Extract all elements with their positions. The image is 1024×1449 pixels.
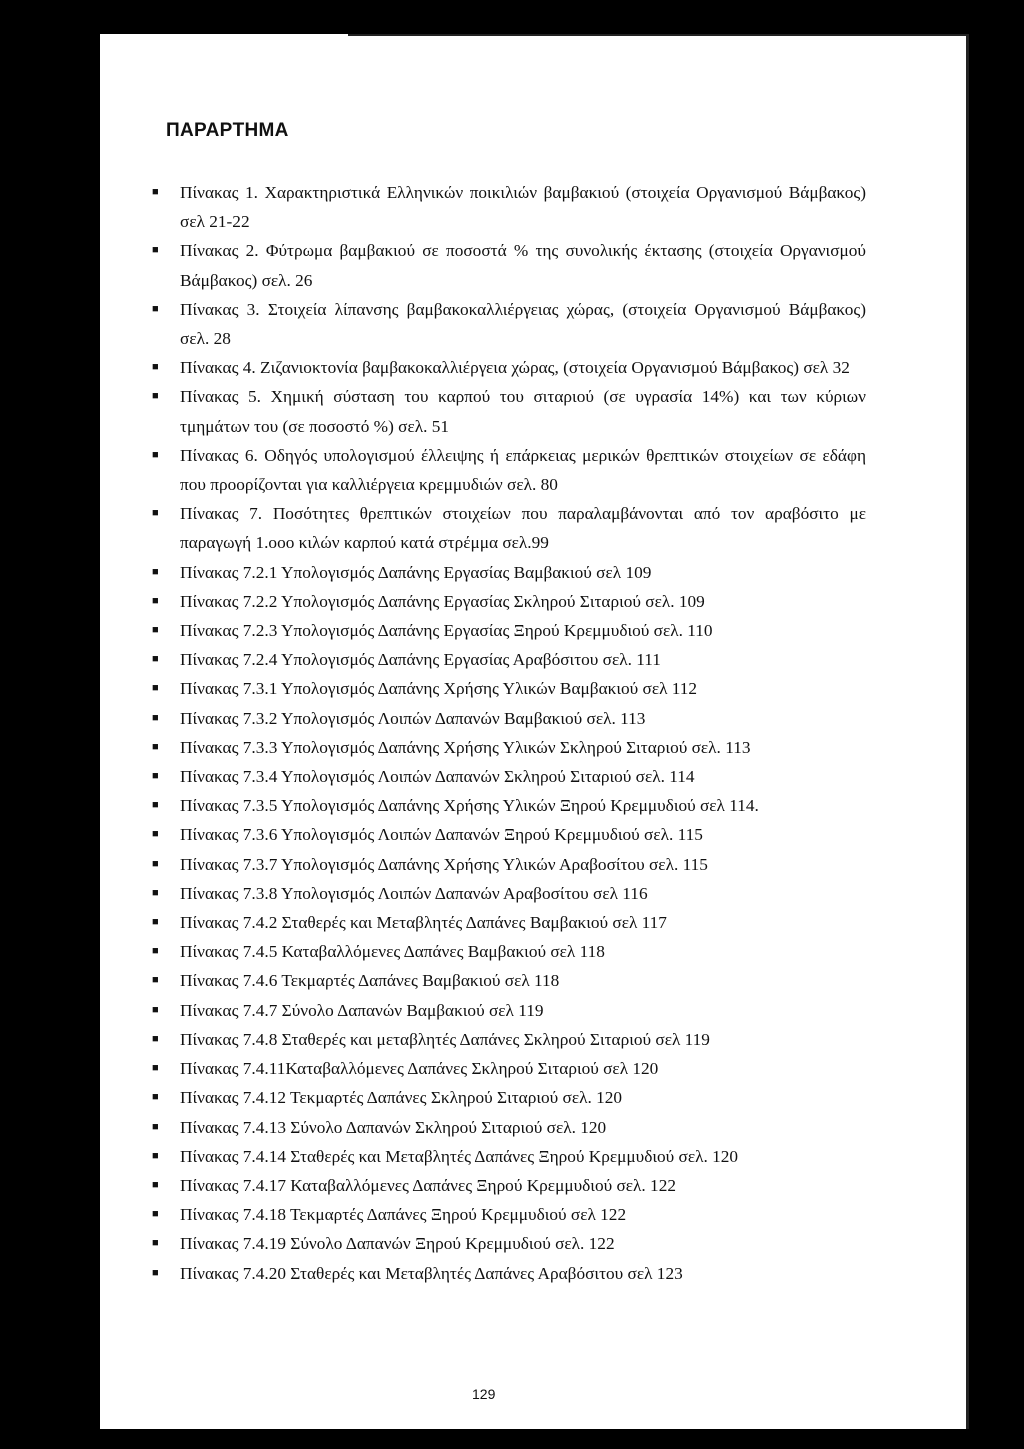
table-list-item	[152, 937, 866, 966]
table-list-item	[152, 295, 866, 353]
bullet-icon: ■	[152, 945, 159, 958]
table-list-item-text: Πίνακας 7.3.5 Υπολογισμός Δαπάνης Χρήσης Υλικών Ξηρού Κρεμμυδιού σελ 114.	[180, 796, 759, 816]
bullet-icon: ■	[152, 886, 159, 899]
bullet-icon: ■	[152, 1062, 159, 1075]
bullet-icon: ■	[152, 624, 159, 637]
bullet-icon: ■	[152, 711, 159, 724]
bullet-icon: ■	[152, 916, 159, 929]
table-list-item-text: Πίνακας 7.4.11Καταβαλλόμενες Δαπάνες Σκληρού Σιταριού σελ 120	[180, 1059, 659, 1079]
table-list-item-text: Πίνακας 7.4.6 Τεκμαρτές Δαπάνες Βαμβακιού σελ 118	[180, 971, 560, 991]
table-list-item-text: Πίνακας 7.2.3 Υπολογισμός Δαπάνης Εργασίας Ξηρού Κρεμμυδιού σελ. 110	[180, 621, 713, 641]
table-list-item-text: Πίνακας 7.4.20 Σταθερές και Μεταβλητές Δαπάνες Αραβόσιτου σελ 123	[180, 1263, 683, 1283]
table-list-item-text: Πίνακας 7.3.6 Υπολογισμός Λοιπών Δαπανών Ξηρού Κρεμμυδιού σελ. 115	[180, 825, 703, 845]
table-list-item	[152, 879, 866, 908]
table-list-item-text: Πίνακας 7.4.18 Τεκμαρτές Δαπάνες Ξηρού Κρεμμυδιού σελ 122	[180, 1205, 627, 1225]
table-list-item	[152, 382, 866, 440]
table-list-item	[152, 1200, 866, 1229]
bullet-icon: ■	[152, 448, 159, 461]
table-list-item	[152, 674, 866, 703]
bullet-icon: ■	[152, 1120, 159, 1133]
table-list-item	[152, 441, 866, 499]
table-list-item	[152, 1229, 866, 1258]
table-list-item-text: Πίνακας 7.4.13 Σύνολο Δαπανών Σκληρού Σιταριού σελ. 120	[180, 1117, 607, 1137]
table-list-item	[152, 236, 866, 294]
table-list-item	[152, 850, 866, 879]
table-list-item-text: Πίνακας 7.4.12 Τεκμαρτές Δαπάνες Σκληρού Σιταριού σελ. 120	[180, 1088, 623, 1108]
table-list	[152, 178, 866, 1288]
table-list-item-text: Πίνακας 7.2.4 Υπολογισμός Δαπάνης Εργασίας Αραβόσιτου σελ. 111	[180, 650, 661, 670]
table-list-item	[152, 645, 866, 674]
bullet-icon: ■	[152, 186, 159, 198]
table-list-item	[152, 499, 866, 557]
table-list-item	[152, 587, 866, 616]
bullet-icon: ■	[152, 302, 159, 315]
table-list-item-text: Πίνακας 4. Ζιζανιοκτονία βαμβακοκαλλιέργεια χώρας, (στοιχεία Οργανισμού Βάμβακος) σελ 32	[180, 358, 850, 378]
page-heading: ΠΑΡΑΡΤΗΜΑ	[166, 120, 289, 141]
table-list-item-text: Πίνακας 5. Χημική σύσταση του καρπού του σιταριού (σε υγρασία 14%) και των κύριων τμημάτων του (σε ποσοστό %) σελ. 51	[180, 387, 866, 436]
bullet-icon: ■	[152, 857, 159, 870]
table-list-item	[152, 1025, 866, 1054]
table-list-item-text: Πίνακας 7.2.1 Υπολογισμός Δαπάνης Εργασίας Βαμβακιού σελ 109	[180, 562, 652, 582]
table-list-item	[152, 1083, 866, 1112]
bullet-icon: ■	[152, 1208, 159, 1221]
table-list-item-text: Πίνακας 7.3.7 Υπολογισμός Δαπάνης Χρήσης Υλικών Αραβοσίτου σελ. 115	[180, 854, 708, 874]
table-list-item-text: Πίνακας 7.3.4 Υπολογισμός Λοιπών Δαπανών Σκληρού Σιταριού σελ. 114	[180, 767, 695, 787]
table-list-item-text: Πίνακας 7.3.3 Υπολογισμός Δαπάνης Χρήσης Υλικών Σκληρού Σιταριού σελ. 113	[180, 737, 751, 757]
table-list-item-text: Πίνακας 3. Στοιχεία λίπανσης βαμβακοκαλλιέργειας χώρας, (στοιχεία Οργανισμού Βάμβακος) σελ. 28	[180, 299, 866, 349]
table-list-item	[152, 966, 866, 995]
bullet-icon: ■	[152, 244, 159, 257]
table-list-item	[152, 1142, 866, 1171]
bullet-icon: ■	[152, 565, 159, 578]
table-list-item-text: Πίνακας 7.3.8 Υπολογισμός Λοιπών Δαπανών Αραβοσίτου σελ 116	[180, 883, 648, 903]
bullet-icon: ■	[152, 507, 159, 520]
bullet-icon: ■	[152, 361, 159, 374]
bullet-icon: ■	[152, 974, 159, 987]
document-page	[100, 34, 966, 1429]
table-list-item-text: Πίνακας 7.3.1 Υπολογισμός Δαπάνης Χρήσης Υλικών Βαμβακιού σελ 112	[180, 679, 698, 699]
table-list-item	[152, 908, 866, 937]
table-list-item-text: Πίνακας 7.4.2 Σταθερές και Μεταβλητές Δαπάνες Βαμβακιού σελ 117	[180, 913, 667, 933]
table-list-item-text: Πίνακας 6. Οδηγός υπολογισμού έλλειψης ή επάρκειας μερικών θρεπτικών στοιχείων σε εδάφη που προορίζονται για καλλιέργεια κρεμμυδιών σελ. 80	[180, 445, 866, 495]
bullet-icon: ■	[152, 653, 159, 666]
table-list-item	[152, 820, 866, 849]
table-list-item	[152, 353, 866, 382]
table-list-item-text: Πίνακας 1. Χαρακτηριστικά Ελληνικών ποικιλιών βαμβακιού (στοιχεία Οργανισμού Βάμβακος) σελ 21-22	[180, 183, 866, 232]
bullet-icon: ■	[152, 740, 159, 753]
table-list-item-text: Πίνακας 7.2.2 Υπολογισμός Δαπάνης Εργασίας Σκληρού Σιταριού σελ. 109	[180, 591, 705, 611]
table-list-item	[152, 996, 866, 1025]
table-list-item-text: Πίνακας 7.4.5 Καταβαλλόμενες Δαπάνες Βαμβακιού σελ 118	[180, 942, 605, 962]
table-list-item-text: Πίνακας 7.4.8 Σταθερές και μεταβλητές Δαπάνες Σκληρού Σιταριού σελ 119	[180, 1029, 710, 1049]
table-list-item	[152, 1259, 866, 1288]
table-list-item	[152, 1171, 866, 1200]
table-list-item	[152, 733, 866, 762]
bullet-icon: ■	[152, 682, 159, 695]
bullet-icon: ■	[152, 390, 159, 403]
table-list-item-text: Πίνακας 7.4.19 Σύνολο Δαπανών Ξηρού Κρεμμυδιού σελ. 122	[180, 1234, 615, 1254]
table-list-item	[152, 178, 866, 236]
top-border-line	[348, 34, 966, 36]
bullet-icon: ■	[152, 1266, 159, 1279]
bullet-icon: ■	[152, 799, 159, 812]
table-list-item	[152, 616, 866, 645]
bullet-icon: ■	[152, 1178, 159, 1191]
bullet-icon: ■	[152, 594, 159, 607]
bullet-icon: ■	[152, 1237, 159, 1250]
table-list-item	[152, 1113, 866, 1142]
table-list-item-text: Πίνακας 2. Φύτρωμα βαμβακιού σε ποσοστά % της συνολικής έκτασης (στοιχεία Οργανισμού Βάμβακος) σελ. 26	[180, 241, 866, 290]
bullet-icon: ■	[152, 1149, 159, 1162]
bullet-icon: ■	[152, 828, 159, 841]
table-list-item-text: Πίνακας 7.4.14 Σταθερές και Μεταβλητές Δαπάνες Ξηρού Κρεμμυδιού σελ. 120	[180, 1146, 739, 1166]
table-list-item	[152, 791, 866, 820]
bullet-icon: ■	[152, 1091, 159, 1104]
table-list-item	[152, 704, 866, 733]
page-number: 129	[472, 1386, 496, 1402]
table-list-item-text: Πίνακας 7.4.7 Σύνολο Δαπανών Βαμβακιού σελ 119	[180, 1000, 544, 1020]
table-list-item-text: Πίνακας 7.3.2 Υπολογισμός Λοιπών Δαπανών Βαμβακιού σελ. 113	[180, 708, 646, 728]
bullet-icon: ■	[152, 1003, 159, 1016]
table-list-item-text: Πίνακας 7.4.17 Καταβαλλόμενες Δαπάνες Ξηρού Κρεμμυδιού σελ. 122	[180, 1175, 676, 1195]
table-list-item	[152, 558, 866, 587]
table-list-item-text: Πίνακας 7. Ποσότητες θρεπτικών στοιχείων που παραλαμβάνονται από τον αραβόσιτο με παραγωγή 1.οοο κιλών καρπού κατά στρέμμα σελ.99	[180, 504, 866, 553]
bullet-icon: ■	[152, 770, 159, 783]
bullet-icon: ■	[152, 1032, 159, 1045]
table-list-item	[152, 1054, 866, 1083]
right-border-line	[966, 34, 969, 1429]
table-list-item	[152, 762, 866, 791]
